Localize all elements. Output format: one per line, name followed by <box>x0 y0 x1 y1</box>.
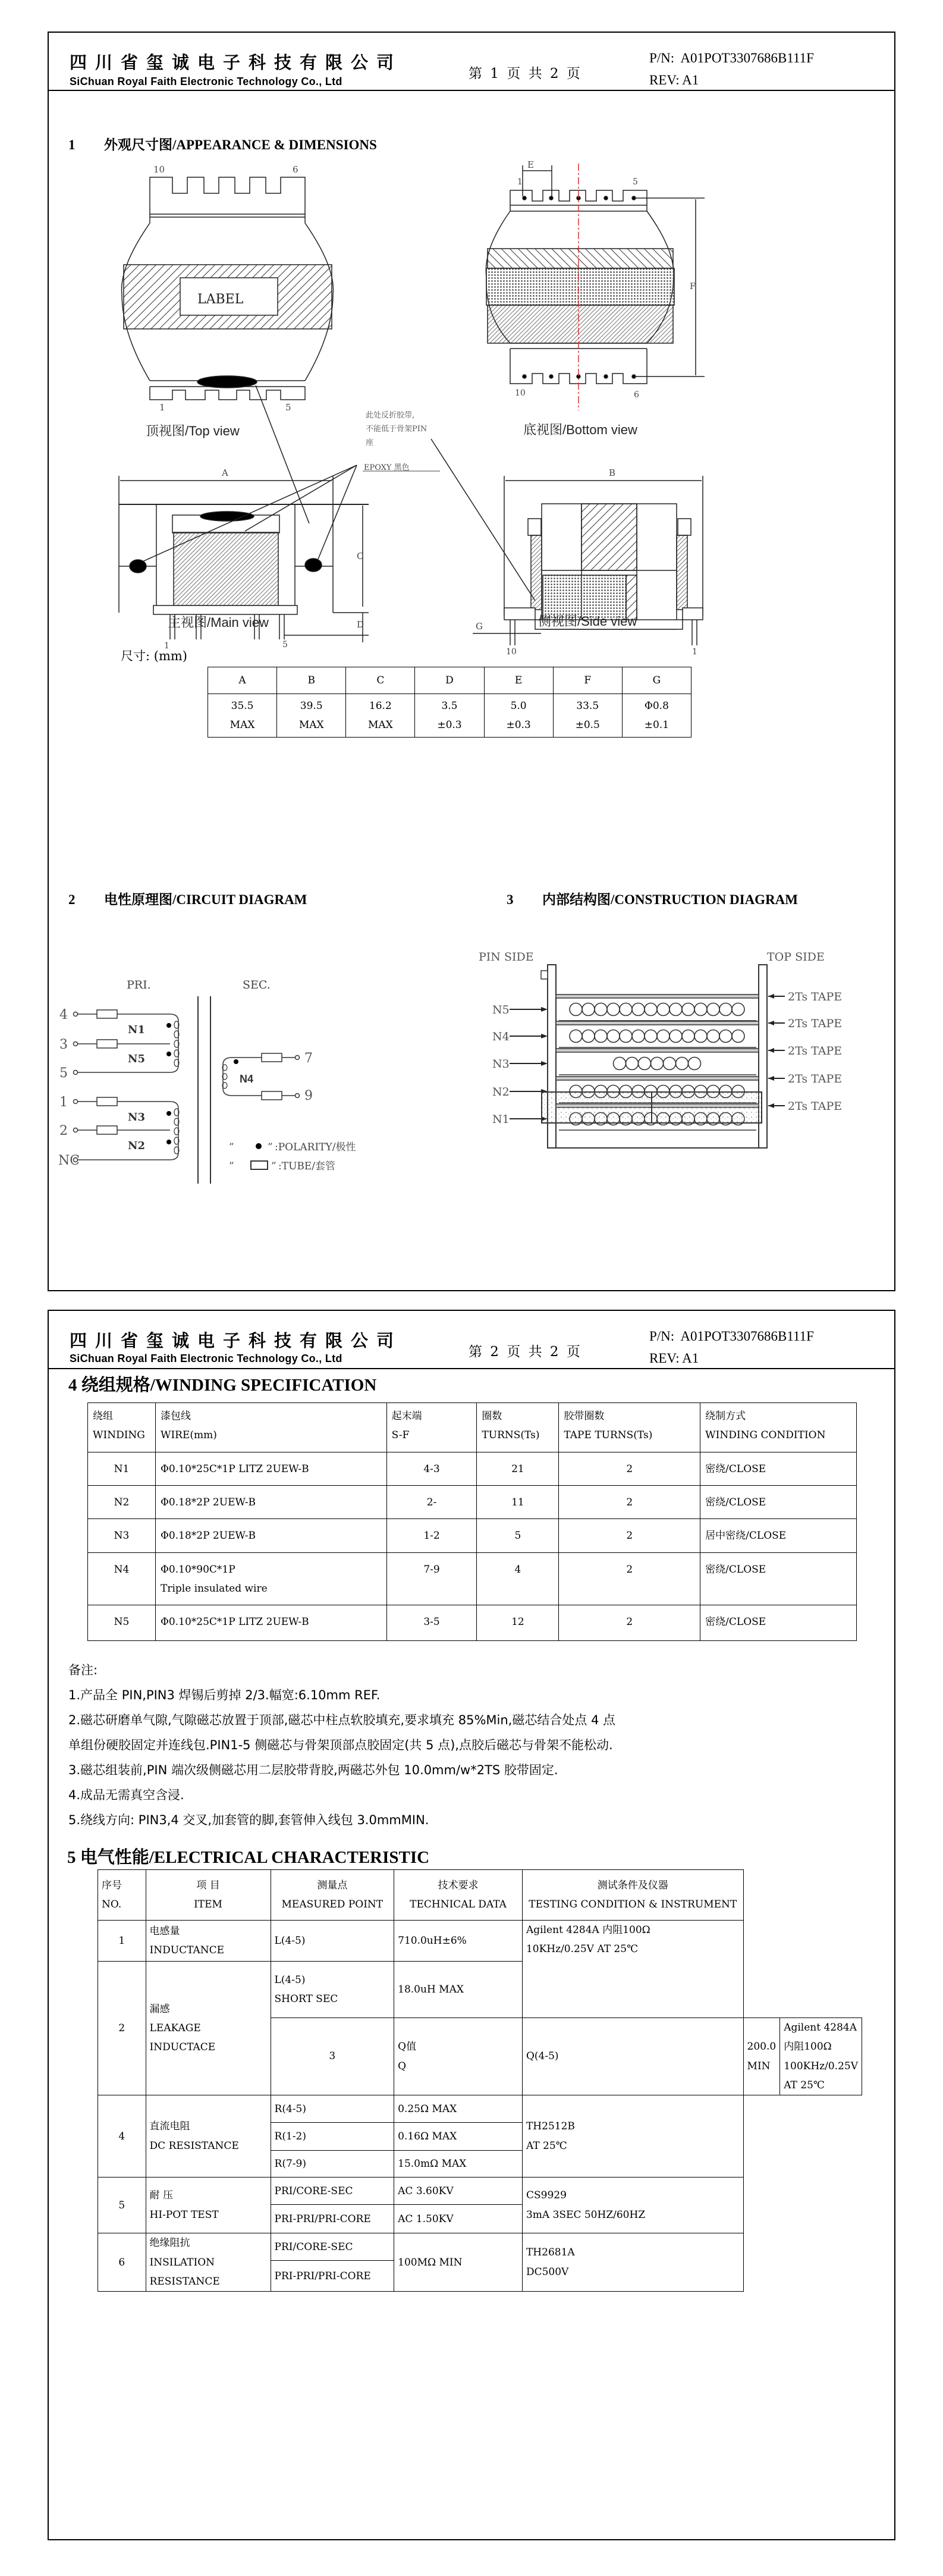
electrical-technical-data: 15.0mΩ MAX <box>394 2151 523 2177</box>
winding-condition: 密绕/CLOSE <box>700 1553 857 1605</box>
bottom-view-pin-10: 10 <box>515 388 526 398</box>
revision-label: REV: <box>649 73 680 87</box>
electrical-measured-point: R(1-2) <box>271 2123 394 2151</box>
side-view-pin-1: 1 <box>692 647 697 657</box>
electrical-row <box>98 2095 862 2123</box>
pin-side-label: PIN SIDE <box>479 950 534 964</box>
electrical-test-condition: Agilent 4284A 内阻100Ω 100KHz/0.25V AT 25℃ <box>780 2018 862 2095</box>
wire-turn <box>707 1030 719 1043</box>
wire-turn <box>595 1030 607 1043</box>
winding-tape-turns: 2 <box>559 1553 700 1605</box>
note-line: 5.绕线方向: PIN3,4 交叉,加套管的脚,套管伸入线包 3.0mmMIN. <box>68 1813 429 1827</box>
winding-column-header: 胶带圈数 TAPE TURNS(Ts) <box>559 1403 700 1452</box>
electrical-measured-point: L(4-5) <box>271 1921 394 1962</box>
winding-turns: 5 <box>477 1519 559 1553</box>
winding-tape-turns: 2 <box>559 1605 700 1641</box>
wire-turn <box>632 1030 645 1043</box>
svg-text::POLARITY/极性: :POLARITY/极性 <box>275 1141 356 1153</box>
winding-tape-turns: 2 <box>559 1486 700 1519</box>
page-indicator: 第 2 页 共 2 页 <box>469 1344 582 1360</box>
winding-wire: Φ0.18*2P 2UEW-B <box>155 1486 386 1519</box>
wire-turn <box>669 1030 682 1043</box>
construction-diagram <box>470 937 880 1126</box>
wire-turn <box>657 1003 669 1016</box>
electrical-no: 4 <box>98 2095 146 2177</box>
wire-turn <box>689 1058 701 1070</box>
pri-winding-label: N3 <box>128 1111 145 1124</box>
top-view-pin-6: 6 <box>293 164 298 175</box>
winding-column-header: 起末端 S-F <box>386 1403 477 1452</box>
electrical-technical-data: 18.0uH MAX <box>394 1962 523 2018</box>
electrical-row <box>98 1962 862 2018</box>
dim-c-label: C <box>357 551 364 561</box>
electrical-technical-data: 200.0 MIN <box>743 2018 780 2095</box>
winding-tape-turns: 2 <box>559 1519 700 1553</box>
winding-name: N3 <box>88 1519 156 1553</box>
section-3-title: 3 内部结构图/CONSTRUCTION DIAGRAM <box>507 892 798 907</box>
pri-pin-label: 5 <box>59 1066 68 1081</box>
wire-turn <box>620 1003 632 1016</box>
electrical-column-header: 项 目 ITEM <box>146 1870 271 1921</box>
circuit-diagram <box>59 964 428 1196</box>
epoxy-note: EPOXY 黑色 <box>364 463 410 472</box>
winding-start-finish: 2- <box>386 1486 477 1519</box>
winding-start-finish: 7-9 <box>386 1553 477 1605</box>
electrical-technical-data: 0.25Ω MAX <box>394 2095 523 2123</box>
wire-turn <box>632 1003 645 1016</box>
part-number-value: A01POT3307686B111F <box>680 1329 814 1344</box>
section-5-title: 5 电气性能/ELECTRICAL CHARACTERISTIC <box>67 1848 430 1867</box>
side-view-caption: 侧视图/Side view <box>538 614 637 629</box>
revision-value: A1 <box>682 73 699 87</box>
electrical-item: 绝缘阻抗 INSILATION RESISTANCE <box>146 2233 271 2292</box>
section-1-title: 1 外观尺寸图/APPEARANCE & DIMENSIONS <box>68 137 377 152</box>
main-view-pin-5: 5 <box>282 640 288 650</box>
label-box-text: LABEL <box>197 292 244 307</box>
electrical-measured-point: L(4-5) SHORT SEC <box>271 1962 394 2018</box>
electrical-item: 漏感 LEAKAGE INDUCTACE <box>146 1962 271 2095</box>
dim-f-label: F <box>690 282 696 291</box>
electrical-measured-point: Q(4-5) <box>522 2018 743 2095</box>
wire-turn <box>645 1030 657 1043</box>
wire-turn <box>620 1030 632 1043</box>
winding-condition: 密绕/CLOSE <box>700 1452 857 1486</box>
header-divider <box>49 1368 894 1369</box>
winding-row <box>88 1486 857 1519</box>
note-line: 单组份硬胶固定并连线包.PIN1-5 侧磁芯与骨架顶部点胶固定(共 5 点),点胶后磁芯与骨架不能松动. <box>68 1738 613 1752</box>
dim-value: 39.5 MAX <box>277 694 346 738</box>
bottom-view-pin-5: 5 <box>633 177 638 187</box>
wire-turn <box>682 1030 694 1043</box>
winding-wire: Φ0.18*2P 2UEW-B <box>155 1519 386 1553</box>
tape-label: 2Ts TAPE <box>788 1044 843 1058</box>
pri-label: PRI. <box>127 978 151 992</box>
wire-turn <box>732 1003 744 1016</box>
electrical-item: Q值 Q <box>394 2018 523 2095</box>
wire-turn <box>732 1030 744 1043</box>
electrical-item: 耐 压 HI-POT TEST <box>146 2177 271 2233</box>
winding-name: N1 <box>88 1452 156 1486</box>
electrical-measured-point: R(4-5) <box>271 2095 394 2123</box>
wire-turn <box>639 1058 651 1070</box>
wire-turn <box>657 1030 669 1043</box>
svg-text:”: ” <box>229 1160 234 1172</box>
part-number-label: P/N: <box>649 1329 675 1344</box>
electrical-column-header: 序号 NO. <box>98 1870 146 1921</box>
tape-note <box>363 410 535 601</box>
winding-start-finish: 4-3 <box>386 1452 477 1486</box>
electrical-technical-data: AC 1.50KV <box>394 2205 523 2233</box>
wire-turn <box>607 1003 620 1016</box>
winding-name: N5 <box>88 1605 156 1641</box>
winding-row <box>88 1519 857 1553</box>
electrical-row <box>98 1921 862 1962</box>
dim-value: 35.5 MAX <box>208 694 277 738</box>
dim-e-label: E <box>527 159 534 170</box>
pri-winding-label: N5 <box>128 1053 145 1065</box>
winding-row <box>88 1452 857 1486</box>
wire-turn <box>694 1030 707 1043</box>
dim-header: C <box>346 667 415 694</box>
top-view-pin-1: 1 <box>159 402 165 413</box>
tape-label: 2Ts TAPE <box>788 1072 843 1085</box>
svg-text:座: 座 <box>366 438 374 447</box>
tape-label: 2Ts TAPE <box>788 990 843 1003</box>
winding-turns: 4 <box>477 1553 559 1605</box>
wire-turn <box>582 1030 595 1043</box>
dim-header: E <box>484 667 553 694</box>
bottom-view-pin-6: 6 <box>634 390 639 400</box>
winding-header-row <box>88 1403 857 1452</box>
revision <box>649 1351 699 1366</box>
wire-turn <box>707 1003 719 1016</box>
section-4-title: 4 绕组规格/WINDING SPECIFICATION <box>68 1376 377 1395</box>
dimensions-header-row <box>208 667 691 694</box>
wire-turn <box>694 1003 707 1016</box>
winding-column-header: 圈数 TURNS(Ts) <box>477 1403 559 1452</box>
electrical-table <box>98 1869 862 2292</box>
winding-condition: 居中密绕/CLOSE <box>700 1519 857 1553</box>
layer-label: N1 <box>492 1113 510 1126</box>
layer-label: N5 <box>492 1003 510 1016</box>
winding-row <box>88 1605 857 1641</box>
svg-text:”: ” <box>268 1141 273 1153</box>
winding-start-finish: 3-5 <box>386 1605 477 1641</box>
electrical-test-condition: Agilent 4284A 内阻100Ω 10KHz/0.25V AT 25℃ <box>522 1921 743 2018</box>
dim-header: A <box>208 667 277 694</box>
pri-winding-label: N2 <box>128 1140 145 1152</box>
legend-tube <box>229 1160 335 1172</box>
sec-label: SEC. <box>243 978 271 992</box>
electrical-no: 5 <box>98 2177 146 2233</box>
wire-turn <box>582 1003 595 1016</box>
electrical-measured-point: PRI/CORE-SEC <box>271 2177 394 2205</box>
dim-b-label: B <box>609 467 616 478</box>
revision-value: A1 <box>682 1351 699 1366</box>
dim-value: 16.2 MAX <box>346 694 415 738</box>
bottom-view-pin-1: 1 <box>517 177 523 187</box>
electrical-no: 2 <box>98 1962 146 2095</box>
pri-winding-label: N1 <box>128 1024 145 1036</box>
svg-text:不能低于骨架PIN: 不能低于骨架PIN <box>366 425 428 434</box>
pri-pin-label: 2 <box>59 1124 68 1138</box>
winding-name: N2 <box>88 1486 156 1519</box>
electrical-header-row <box>98 1870 862 1921</box>
wire-turn <box>614 1058 626 1070</box>
notes-title: 备注: <box>68 1663 98 1677</box>
electrical-measured-point: R(7-9) <box>271 2151 394 2177</box>
wire-turn <box>664 1058 676 1070</box>
wire-turn <box>651 1058 664 1070</box>
company-name-cn: 四川省玺诚电子科技有限公司 <box>70 52 403 73</box>
electrical-row <box>98 2177 862 2205</box>
winding-column-header: 漆包线 WIRE(mm) <box>155 1403 386 1452</box>
appearance-drawings <box>0 0 943 666</box>
winding-wire: Φ0.10*25C*1P LITZ 2UEW-B <box>155 1605 386 1641</box>
winding-condition: 密绕/CLOSE <box>700 1486 857 1519</box>
part-number <box>649 1329 814 1344</box>
dim-header: F <box>553 667 622 694</box>
wire-turn <box>626 1058 639 1070</box>
dim-g-label: G <box>476 621 483 632</box>
dimensions-table <box>208 667 691 738</box>
winding-name: N4 <box>88 1553 156 1605</box>
tape-label: 2Ts TAPE <box>788 1100 843 1113</box>
note-line: 3.磁芯组装前,PIN 端次级侧磁芯用二层胶带背胶,两磁芯外包 10.0mm/w*2TS 胶带固定. <box>68 1763 558 1777</box>
wire-turn <box>719 1003 732 1016</box>
pri-pin-label: 3 <box>59 1037 68 1052</box>
winding-column-header: 绕制方式 WINDING CONDITION <box>700 1403 857 1452</box>
note-line: 1.产品全 PIN,PIN3 焊锡后剪掉 2/3.幅宽:6.10mm REF. <box>68 1688 381 1702</box>
main-view-caption: 主视图/Main view <box>168 615 269 630</box>
wire-turn <box>719 1030 732 1043</box>
legend-polarity <box>229 1141 356 1153</box>
top-view-caption: 顶视图/Top view <box>146 423 240 438</box>
winding-row <box>88 1553 857 1605</box>
company-name-cn: 四川省玺诚电子科技有限公司 <box>70 1331 403 1351</box>
layer-label: N3 <box>492 1058 510 1071</box>
wire-turn <box>682 1003 694 1016</box>
winding-turns: 11 <box>477 1486 559 1519</box>
section-2-title: 2 电性原理图/CIRCUIT DIAGRAM <box>68 892 307 907</box>
dimension-unit-label: 尺寸: (mm) <box>121 649 187 663</box>
electrical-no: 6 <box>98 2233 146 2292</box>
electrical-item: 电感量 INDUCTANCE <box>146 1921 271 1962</box>
bottom-view-drawing <box>486 159 705 410</box>
winding-tape-turns: 2 <box>559 1452 700 1486</box>
notes-block <box>68 1661 615 1835</box>
wire-turn <box>595 1003 607 1016</box>
part-number-label: P/N: <box>649 51 675 65</box>
winding-wire: Φ0.10*25C*1P LITZ 2UEW-B <box>155 1452 386 1486</box>
layer-label: N4 <box>492 1030 510 1043</box>
note-line: 4.成品无需真空含浸. <box>68 1788 184 1802</box>
dim-header: B <box>277 667 346 694</box>
electrical-measured-point: PRI-PRI/PRI-CORE <box>271 2205 394 2233</box>
svg-text:”: ” <box>271 1160 276 1172</box>
electrical-technical-data: AC 3.60KV <box>394 2177 523 2205</box>
electrical-measured-point: PRI-PRI/PRI-CORE <box>271 2261 394 2292</box>
winding-wire: Φ0.10*90C*1P Triple insulated wire <box>155 1553 386 1605</box>
winding-spec-table <box>87 1402 857 1641</box>
company-name-en: SiChuan Royal Faith Electronic Technology Co., Ltd <box>70 76 342 87</box>
svg-text::TUBE/套管: :TUBE/套管 <box>278 1160 336 1172</box>
electrical-column-header: 测量点 MEASURED POINT <box>271 1870 394 1921</box>
winding-turns: 21 <box>477 1452 559 1486</box>
dim-value: Φ0.8 ±0.1 <box>622 694 691 738</box>
tape-label: 2Ts TAPE <box>788 1017 843 1030</box>
electrical-item: 直流电阻 DC RESISTANCE <box>146 2095 271 2177</box>
part-number-value: A01POT3307686B111F <box>680 51 814 65</box>
electrical-technical-data: 0.16Ω MAX <box>394 2123 523 2151</box>
dim-value: 5.0 ±0.3 <box>484 694 553 738</box>
electrical-measured-point: PRI/CORE-SEC <box>271 2233 394 2261</box>
layer-label: N2 <box>492 1085 510 1099</box>
wire-turn <box>570 1003 582 1016</box>
svg-text:此处反折胶带,: 此处反折胶带, <box>366 411 415 420</box>
electrical-test-condition: TH2512B AT 25℃ <box>522 2095 743 2177</box>
winding-condition: 密绕/CLOSE <box>700 1605 857 1641</box>
top-view-pin-5: 5 <box>285 402 291 413</box>
page-indicator: 第 1 页 共 2 页 <box>469 66 582 81</box>
dim-header: D <box>415 667 484 694</box>
dim-value: 33.5 ±0.5 <box>553 694 622 738</box>
electrical-test-condition: CS9929 3mA 3SEC 50HZ/60HZ <box>522 2177 743 2233</box>
electrical-no: 1 <box>98 1921 146 1962</box>
dim-a-label: A <box>222 467 228 478</box>
main-view-pin-1: 1 <box>164 641 169 651</box>
wire-turn <box>607 1030 620 1043</box>
top-side-label: TOP SIDE <box>767 950 825 964</box>
wire-turn <box>676 1058 689 1070</box>
electrical-no: 3 <box>271 2018 394 2095</box>
top-view-pin-10: 10 <box>153 164 165 175</box>
pri-pin-label: NC <box>58 1153 80 1168</box>
side-view-pin-10: 10 <box>506 647 517 657</box>
winding-turns: 12 <box>477 1605 559 1641</box>
electrical-row <box>98 2233 862 2261</box>
electrical-column-header: 技术要求 TECHNICAL DATA <box>394 1870 523 1921</box>
wire-turn <box>645 1003 657 1016</box>
note-line: 2.磁芯研磨单气隙,气隙磁芯放置于顶部,磁芯中柱点软胶填充,要求填充 85%Min,磁芯结合处点 4 点 <box>68 1713 616 1727</box>
dim-d-label: D <box>357 619 364 630</box>
dim-value: 3.5 ±0.3 <box>415 694 484 738</box>
dimensions-value-row <box>208 694 691 738</box>
dim-header: G <box>622 667 691 694</box>
winding-column-header: 绕组 WINDING <box>88 1403 156 1452</box>
electrical-column-header: 测试条件及仪器 TESTING CONDITION & INSTRUMENT <box>522 1870 743 1921</box>
electrical-technical-data: 100MΩ MIN <box>394 2233 523 2292</box>
sec-pin-7: 7 <box>304 1051 313 1066</box>
sec-winding-N4: N4 <box>240 1073 254 1085</box>
bottom-view-caption: 底视图/Bottom view <box>523 422 637 437</box>
wire-turn <box>669 1003 682 1016</box>
electrical-test-condition: TH2681A DC500V <box>522 2233 743 2292</box>
company-name-en: SiChuan Royal Faith Electronic Technology Co., Ltd <box>70 1353 342 1364</box>
winding-start-finish: 1-2 <box>386 1519 477 1553</box>
wire-turn <box>570 1030 582 1043</box>
revision-label: REV: <box>649 1351 680 1366</box>
pri-pin-label: 4 <box>59 1008 68 1022</box>
svg-text:”: ” <box>229 1141 234 1153</box>
core-block <box>541 1091 770 1124</box>
pri-pin-label: 1 <box>59 1095 68 1110</box>
electrical-technical-data: 710.0uH±6% <box>394 1921 523 1962</box>
sec-pin-9: 9 <box>304 1088 313 1103</box>
